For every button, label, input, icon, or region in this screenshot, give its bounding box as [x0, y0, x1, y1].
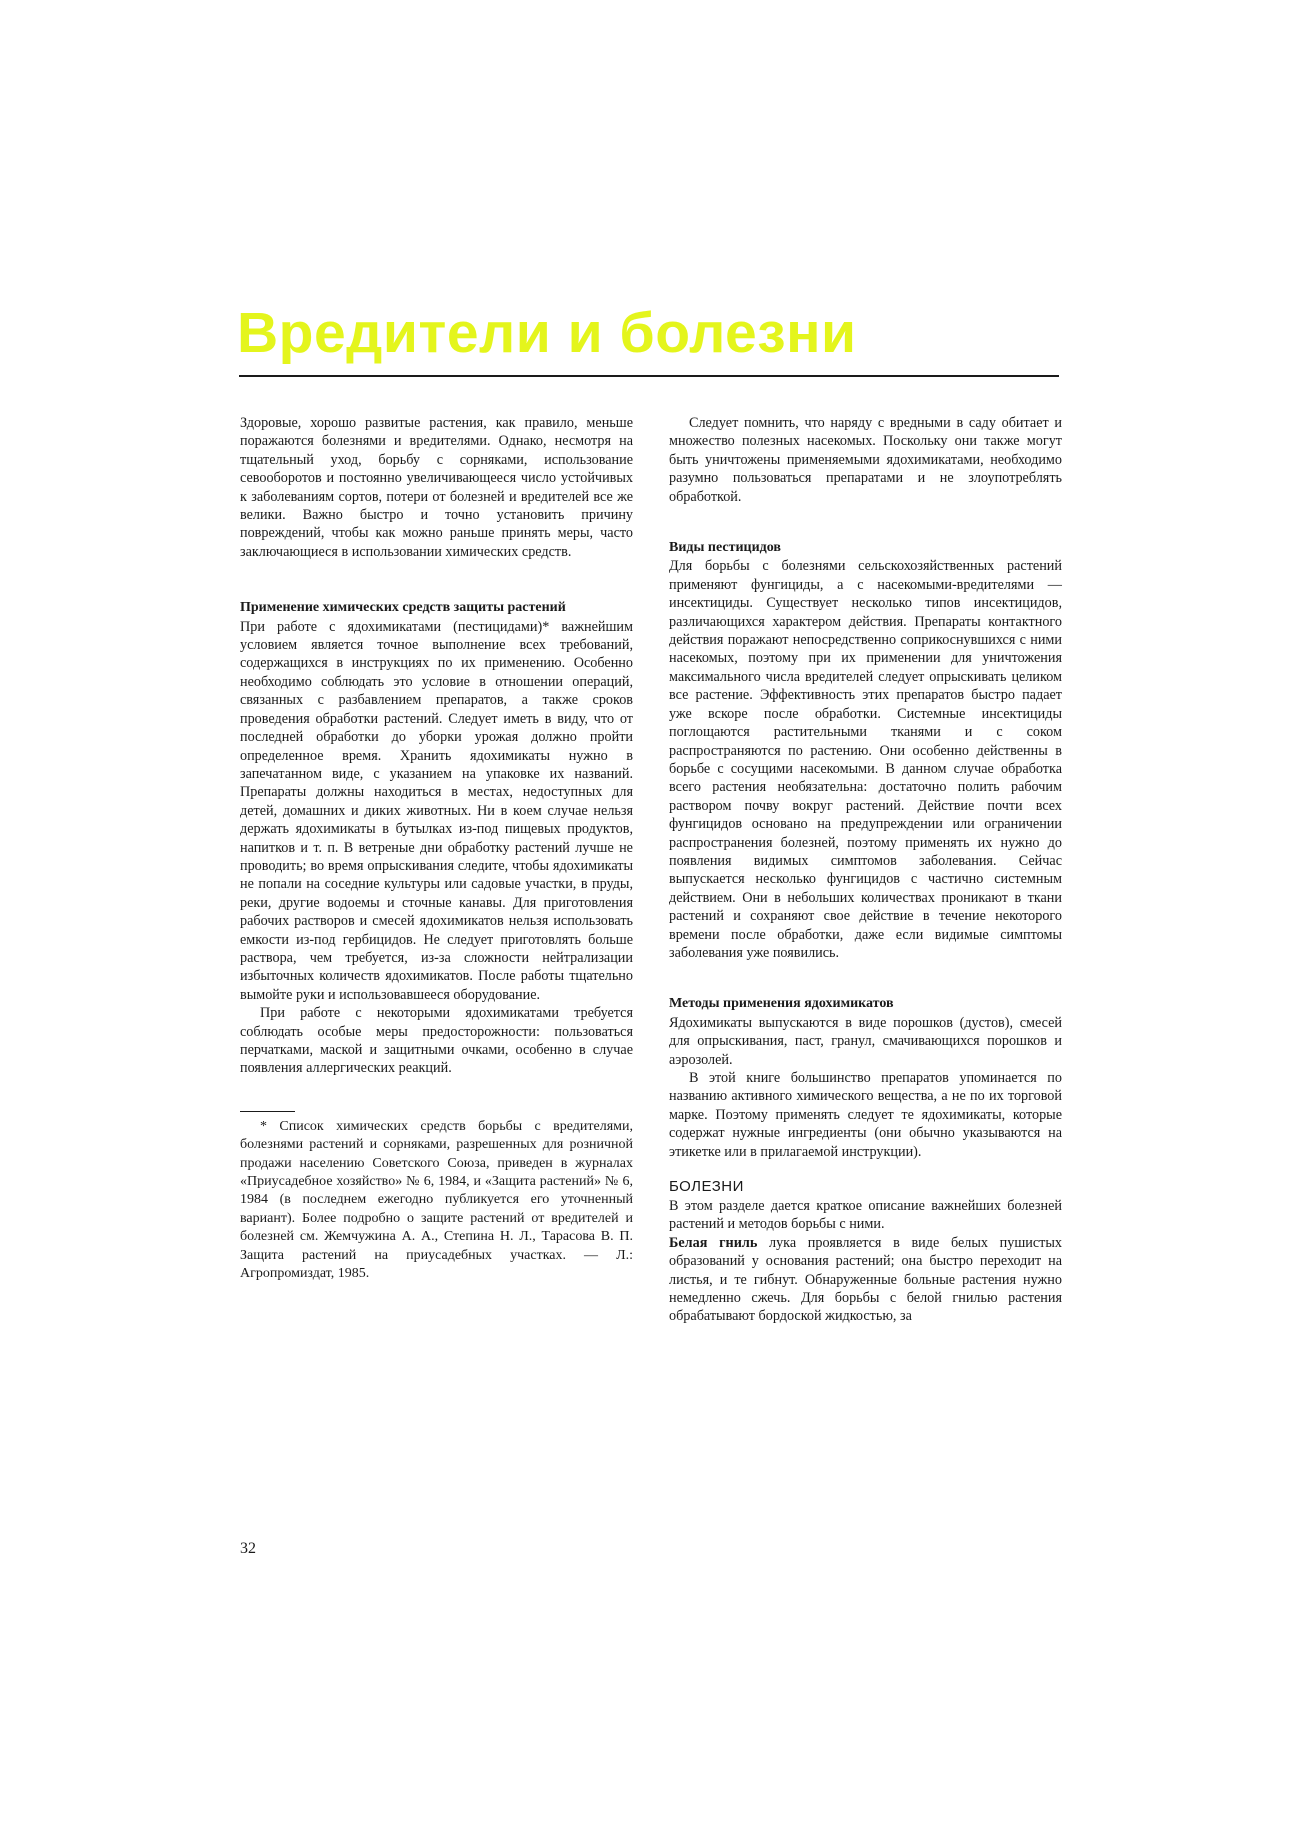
- footnote-divider: [240, 1111, 295, 1112]
- chemicals-paragraph-1: При работе с ядохимикатами (пестицидами)* важнейшим условием является точное выполнение всех требований, содержащихся в инструкциях по их применению. Особенно необходимо соблюдать это условие в отношении операций, связанных с разбавлением препаратов, а также сроков проведения обработки растений. Следует иметь в виду, что от последней обработки до уборки урожая должно пройти определенное время. Хранить ядохимикаты нужно в запечатанном виде, с указанием на упаковке их названий. Препараты должны находиться в местах, недоступных для детей, домашних и диких животных. Ни в коем случае нельзя держать ядохимикаты в бутылках из-под пищевых продуктов, напитков и т. п. В ветреные дни обработку растений лучше не проводить; во время опрыскивания следите, чтобы ядохимикаты не попали на соседние культуры или садовые участки, в пруды, реки, другие водоемы и сточные канавы. Для приготовления рабочих растворов и смесей ядохимикатов нельзя использовать емкости из-под гербицидов. Не следует приготовлять больше раствора, чем требуется, из-за сложности нейтрализации избыточных количеств ядохимикатов. После работы тщательно вымойте руки и использовавшееся оборудование.: [240, 618, 633, 1003]
- white-rot-paragraph: [669, 1234, 1062, 1326]
- section-heading-diseases: БОЛЕЗНИ: [669, 1178, 744, 1196]
- section-heading-pesticide-types: Виды пестицидов: [669, 540, 781, 556]
- footnote: * Список химических средств борьбы с вредителями, болезнями растений и сорняками, разрешенных для розничной продажи населению Советского Союза, приведен в журналах «Приусадебное хозяйство» № 6, 1984, и «Защита растений» № 6, 1984 (в последнем ежегодно публикуется его уточненный вариант). Более подробно о защите растений от вредителей и болезней см. Жемчужина А. А., Степина Н. Л., Тарасова В. П. Защита растений на приусадебных участках. — Л.: Агропромиздат, 1985.: [240, 1118, 633, 1282]
- pesticide-types-paragraph: Для борьбы с болезнями сельскохозяйственных растений применяют фунгициды, а с насекомыми-вредителями — инсектициды. Существует несколько типов инсектицидов, различающихся характером действия. Препараты контактного действия поражают непосредственно соприкоснувшихся с ними насекомых, поэтому при их применении для уничтожения максимального числа вредителей следует опрыскивать целиком все растение. Эффективность этих препаратов быстро падает уже вскоре после обработки. Системные инсектициды поглощаются растительными тканями и с соком распространяются по растению. Они особенно действенны в борьбе с сосущими насекомыми. В данном случае обработка всего растения необязательна: достаточно полить рабочим раствором почву вокруг растений. Действие почти всех фунгицидов основано на предупреждении или ограничении распространения болезней, поэтому применять их нужно до появления видимых симптомов заболевания. Сейчас выпускается несколько фунгицидов с частично системным действием. Они в небольших количествах проникают в ткани растений и сохраняют свое действие в течение некоторого времени после обработки, даже если видимые симптомы заболевания уже появились.: [669, 558, 1062, 961]
- white-rot-term: Белая гниль: [669, 1234, 758, 1251]
- section-heading-chemicals: Применение химических средств защиты растений: [240, 600, 566, 616]
- page-number: 32: [240, 1540, 256, 1557]
- page-title: Вредители и болезни: [237, 301, 857, 365]
- methods-paragraph-1: Ядохимикаты выпускаются в виде порошков (дустов), смесей для опрыскивания, паст, гранул, смачивающихся порошков и аэрозолей.: [669, 1014, 1062, 1068]
- right-column: [669, 414, 1062, 1326]
- white-rot-text: лука проявляется в виде белых пушистых образований у основания растений; она быстро переходит на листья, и те гибнут. Обнаруженные больные растения нужно немедленно сжечь. Для борьбы с белой гнилью растения обрабатывают бордоской жидкостью, за: [669, 1234, 1062, 1325]
- intro-paragraph: Здоровые, хорошо развитые растения, как правило, меньше поражаются болезнями и вредителями. Однако, несмотря на тщательный уход, борьбу с сорняками, использование севооборотов и постоянно увеличивающееся число устойчивых к заболеваниям сортов, потери от болезней и вредителей все же велики. Важно быстро и точно установить причину повреждений, чтобы как можно раньше принять меры, часто заключающиеся в использовании химических средств.: [240, 415, 633, 560]
- methods-paragraph-2: В этой книге большинство препаратов упоминается по названию активного химического вещества, а не по их торговой марке. Поэтому применять следует те ядохимикаты, которые содержат нужные ингредиенты (они обычно указываются на этикетке или в прилагаемой инструкции).: [669, 1070, 1062, 1160]
- left-column: [240, 414, 633, 1283]
- section-heading-methods: Методы применения ядохимикатов: [669, 996, 894, 1012]
- diseases-intro-paragraph: В этом разделе дается краткое описание важнейших болезней растений и методов борьбы с ними.: [669, 1198, 1062, 1233]
- title-divider: [239, 375, 1059, 377]
- chemicals-paragraph-2: При работе с некоторыми ядохимикатами требуется соблюдать особые меры предосторожности: пользоваться перчатками, маской и защитными очками, особенно в случае появления аллергических реакций.: [240, 1005, 633, 1077]
- useful-insects-paragraph: Следует помнить, что наряду с вредными в саду обитает и множество полезных насекомых. Поскольку они также могут быть уничтожены применяемыми ядохимикатами, необходимо разумно пользоваться препаратами и не злоупотреблять обработкой.: [669, 415, 1062, 505]
